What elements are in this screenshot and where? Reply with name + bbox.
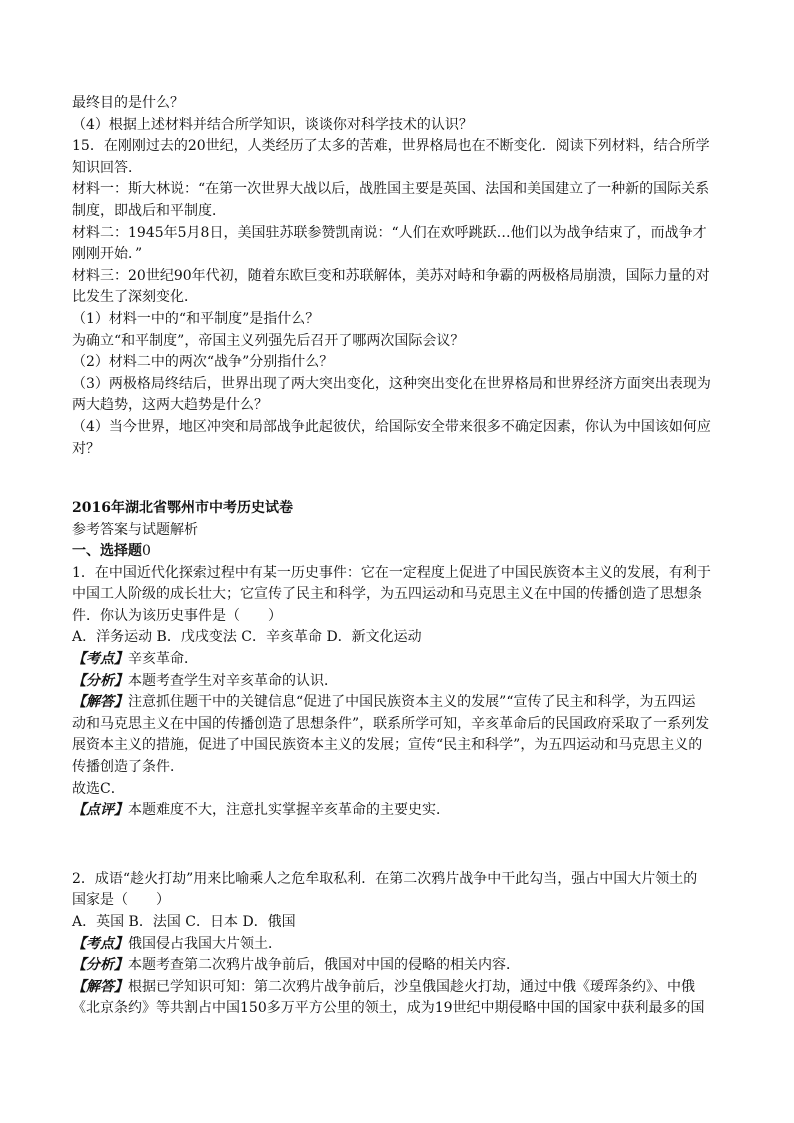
section-heading-label: 一、选择题 [72,543,142,560]
section-heading-suffix: 0 [142,543,151,560]
kaodian-tag: 【考点】 [72,651,128,668]
jieda-tag: 【解答】 [72,978,128,995]
a2-stem-line: 国家是（ ） [72,892,170,909]
a2-jieda-line: 《北京条约》等共割占中国150多万平方公里的领土，成为19世纪中期侵略中国的国家中获利最多的国 [72,1000,705,1017]
a2-stem-line: 2．成语“趁火打劫”用来比喻乘人之危牟取私利．在第二次鸦片战争中干此勾当，强占中国大片领土的 [72,870,698,887]
q15-line: 材料三：20世纪90年代初，随着东欧巨变和苏联解体，美苏对峙和争霸的两极格局崩溃，国际力量的对 [72,267,710,284]
a1-dianping [72,800,722,822]
a1-jieda [72,692,722,714]
section-heading [72,541,722,563]
fenxi-text: 本题考查第二次鸦片战争前后，俄国对中国的侵略的相关内容． [128,957,520,974]
dianping-tag: 【点评】 [72,802,128,819]
answer-title: 2016年湖北省鄂州市中考历史试卷 [72,500,293,517]
q15-line: （1）材料一中的“和平制度”是指什么？ [72,310,320,327]
a1-kaodian [72,649,722,671]
kaodian-text: 辛亥革命． [128,651,198,668]
fenxi-text: 本题考查学生对辛亥革命的认识． [128,672,338,689]
kaodian-text: 俄国侵占我国大片领土． [128,935,282,952]
q15-line: 对？ [72,440,100,457]
section-gap [72,460,722,497]
kaodian-tag: 【考点】 [72,935,128,952]
jieda-text: 根据已学知识可知：第二次鸦片战争前后，沙皇俄国趁火打劫，通过中俄《瑷珲条约》、中俄 [128,978,695,995]
a2-kaodian [72,934,722,956]
q15-line: 知识回答． [72,159,142,176]
dianping-text: 本题难度不大，注意扎实掌握辛亥革命的主要史实． [128,802,450,819]
a2-jieda [72,977,722,999]
a1-jieda-line: 故选C． [72,780,125,797]
fenxi-tag: 【分析】 [72,957,128,974]
q14-line: （4）根据上述材料并结合所学知识，谈谈你对科学技术的认识？ [72,116,473,133]
document-page [72,93,722,1020]
q15-line: 15．在刚刚过去的20世纪，人类经历了太多的苦难，世界格局也在不断变化．阅读下列材料，结合所学 [72,138,710,155]
fenxi-tag: 【分析】 [72,672,128,689]
jieda-tag: 【解答】 [72,694,128,711]
a1-stem-line: 中国工人阶级的成长壮大；它宣传了民主和科学，为五四运动和马克思主义在中国的传播创造了思想条 [72,586,702,603]
q15-line: （3）两极格局终结后，世界出现了两大突出变化，这种突出变化在世界格局和世界经济方面突出表现为 [72,375,711,392]
answer-subtitle: 参考答案与试题解析 [72,522,198,539]
a1-stem-line: 1．在中国近代化探索过程中有某一历史事件：它在一定程度上促进了中国民族资本主义的发展，有利于 [72,564,711,581]
jieda-text: 注意抓住题干中的关键信息“促进了中国民族资本主义的发展”“宣传了民主和科学，为五四运 [128,694,696,711]
q15-line: 比发生了深刻变化． [72,289,198,306]
a1-fenxi [72,671,722,693]
q15-line: 两大趋势，这两大趋势是什么？ [72,397,268,414]
q15-line: 材料一：斯大林说：“在第一次世界大战以后，战胜国主要是英国、法国和美国建立了一种新的国际关系 [72,181,710,198]
a1-jieda-line: 动和马克思主义在中国的传播创造了思想条件”，联系所学可知，辛亥革命后的民国政府采取了一系列发 [72,715,710,732]
a2-fenxi [72,955,722,977]
a2-options: A．英国 B．法国 C．日本 D．俄国 [72,914,296,930]
q14-line: 最终目的是什么？ [72,95,184,111]
a1-stem-line: 件．你认为该历史事件是（ ） [72,607,282,624]
q15-line: 为确立“和平制度”，帝国主义列强先后召开了哪两次国际会议？ [72,332,465,349]
q15-line: （2）材料二中的两次“战争”分别指什么？ [72,354,334,371]
q15-line: （4）当今世界，地区冲突和局部战争此起彼伏，给国际安全带来很多不确定因素，你认为中国该如何应 [72,418,711,435]
a1-jieda-line: 传播创造了条件． [72,759,184,776]
q15-line: 刚刚开始．” [72,246,143,263]
q15-line: 制度，即战后和平制度． [72,202,226,219]
section-gap [72,822,722,869]
a1-options: A．洋务运动 B．戊戌变法 C．辛亥革命 D．新文化运动 [72,629,422,646]
a1-jieda-line: 展资本主义的措施，促进了中国民族资本主义的发展；宣传“民主和科学”，为五四运动和马克思主义的 [72,737,703,754]
q15-line: 材料二：1945年5月8日，美国驻苏联参赞凯南说：“人们在欢呼跳跃…他们以为战争结束了，而战争才 [72,224,707,241]
